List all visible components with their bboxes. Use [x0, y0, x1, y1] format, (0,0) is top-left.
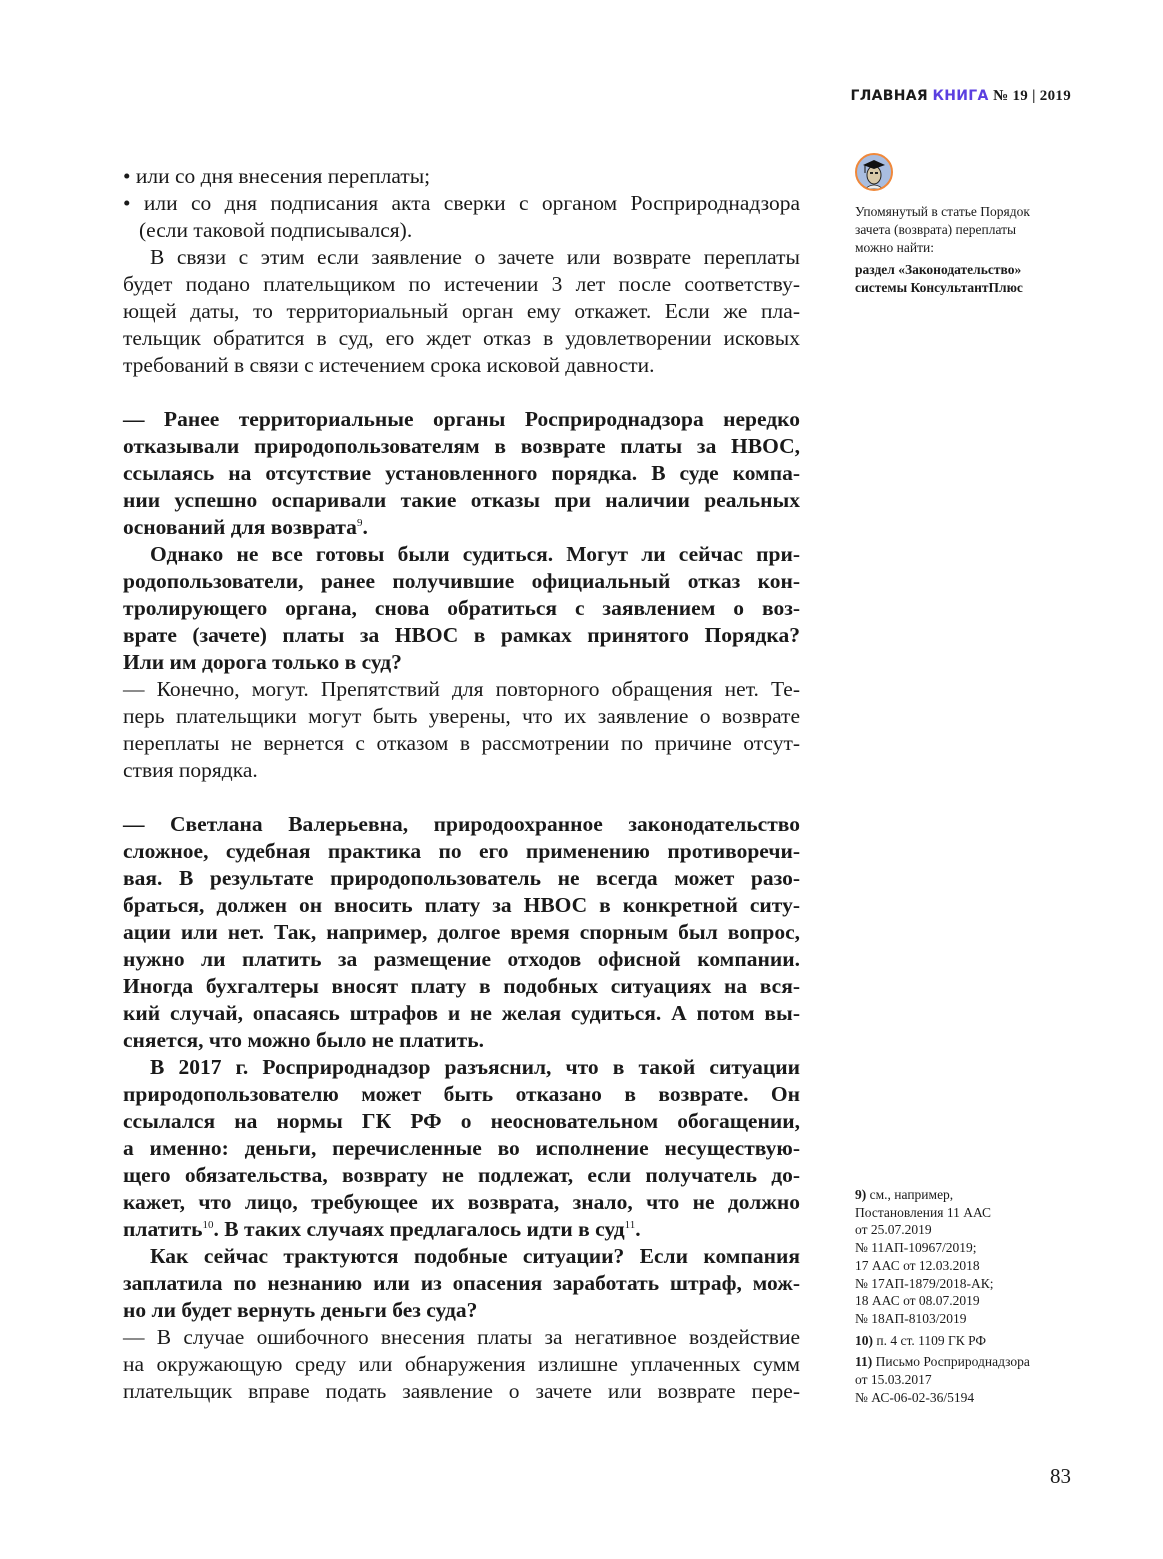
- text-line: [123, 730, 800, 757]
- footnote-line: № 17АП-1879/2018-АК;: [855, 1275, 994, 1291]
- text-run: Иногда бухгалтеры вносят плату в подобных ситуациях на вся-: [123, 974, 800, 998]
- text-line: [123, 1216, 800, 1243]
- footnote-ref: 9: [356, 517, 363, 529]
- footnote-line: 17 ААС от 12.03.2018: [855, 1257, 980, 1273]
- footnote-line: от 15.03.2017: [855, 1372, 932, 1388]
- text-line: [123, 190, 800, 217]
- paragraph: [123, 1324, 800, 1405]
- text-line: [123, 1000, 800, 1027]
- text-run: на окружающую среду или обнаружения излишне уплаченных сумм: [123, 1352, 800, 1376]
- text-line: [123, 244, 800, 271]
- text-line: [123, 325, 800, 352]
- text-line: [123, 298, 800, 325]
- text-run: плательщик вправе подать заявление о зачете или возврате пере-: [123, 1379, 800, 1403]
- text-line: [123, 1297, 800, 1324]
- text-line: [123, 892, 800, 919]
- text-run: кий случай, опасаясь штрафов и не желая судиться. А потом вы-: [123, 1001, 800, 1025]
- text-line: [123, 1324, 800, 1351]
- sidebar-source-line: системы КонсультантПлюс: [855, 280, 1023, 295]
- text-run: вая. В результате природопользователь не всегда может разо-: [123, 866, 800, 890]
- text-line: [123, 487, 800, 514]
- text-run: тролирующего органа, снова обратиться с заявлением о воз-: [123, 596, 800, 620]
- footnote-line: № АС-06-02-36/5194: [855, 1389, 975, 1405]
- text-line: [123, 946, 800, 973]
- footnote-line: 11) Письмо Росприроднадзора: [855, 1354, 1030, 1370]
- text-run: природопользователю может быть отказано в возврате. Он: [123, 1082, 800, 1106]
- text-run: Однако не все готовы были судиться. Могут ли сейчас при-: [150, 542, 800, 566]
- sidebar-text-line: зачета (возврата) переплаты: [855, 222, 1017, 237]
- text-run: Как сейчас трактуются подобные ситуации? Если компания: [150, 1244, 800, 1268]
- text-line: [123, 1162, 800, 1189]
- footnote: [855, 1353, 1075, 1406]
- footnote-line: 9) см., например,: [855, 1187, 954, 1202]
- text-line: [123, 811, 800, 838]
- text-run: переплаты не вернется с отказом в рассмотрении по причине отсут-: [123, 731, 800, 755]
- footnote-line: Постановления 11 ААС: [855, 1204, 992, 1220]
- text-line: [123, 1054, 800, 1081]
- text-line: [123, 1243, 800, 1270]
- text-run: отказывали природопользователям в возврате платы за НВОС,: [123, 434, 800, 458]
- text-line: [123, 352, 800, 379]
- text-run: • или со дня подписания акта сверки с органом Росприроднадзора: [123, 191, 800, 215]
- text-line: [123, 757, 800, 784]
- text-line: [123, 622, 800, 649]
- text-run: — Ранее территориальные органы Росприроднадзора нередко: [123, 407, 800, 431]
- text-run: — В случае ошибочного внесения платы за негативное воздействие: [123, 1325, 800, 1349]
- text-run: — Светлана Валерьевна, природоохранное законодательство: [123, 812, 800, 836]
- footnote-number: 10): [855, 1332, 877, 1348]
- text-line: [123, 163, 800, 190]
- text-run: а именно: деньги, перечисленные во исполнение несуществую-: [123, 1136, 800, 1160]
- text-run: ации или нет. Так, например, долгое время спорным был вопрос,: [123, 920, 800, 944]
- footnote-line: 18 ААС от 08.07.2019: [855, 1293, 980, 1309]
- text-run: ствия порядка.: [123, 758, 258, 782]
- text-run: оснований для возврата: [123, 515, 357, 539]
- text-run: • или со дня внесения переплаты;: [123, 164, 431, 188]
- sidebar-text-line: Упомянутый в статье Порядок: [855, 204, 1030, 219]
- text-run: ющей даты, то территориальный орган ему откажет. Если же пла-: [123, 299, 800, 323]
- footnote-number: 9): [855, 1187, 870, 1202]
- text-run: В связи с этим если заявление о зачете или возврате переплаты: [150, 245, 800, 269]
- text-run: (если таковой подписывался).: [139, 218, 413, 242]
- text-run: браться, должен он вносить плату за НВОС в конкретной ситу-: [123, 893, 800, 917]
- text-line: [123, 703, 800, 730]
- text-line: [123, 865, 800, 892]
- text-line: [123, 568, 800, 595]
- footnote: [855, 1332, 1075, 1350]
- interview-question: [123, 1054, 800, 1243]
- footnote-ref: 11: [624, 1219, 636, 1231]
- text-line: [123, 1189, 800, 1216]
- expert-avatar-icon: [855, 153, 893, 191]
- text-run: тельщик обратится в суд, его ждет отказ в удовлетворении исковых: [123, 326, 800, 350]
- text-run: заплатила по незнанию или из опасения заработать штраф, мож-: [123, 1271, 800, 1295]
- text-line: [123, 1081, 800, 1108]
- text-line: [123, 838, 800, 865]
- text-run: врате (зачете) платы за НВОС в рамках принятого Порядка?: [123, 623, 800, 647]
- text-line: [123, 271, 800, 298]
- text-run: платить: [123, 1217, 203, 1241]
- article-body: [123, 163, 800, 1405]
- text-run: родопользователи, ранее получившие официальный отказ кон-: [123, 569, 800, 593]
- paragraph: [123, 676, 800, 784]
- sidebar-note: [855, 153, 1075, 297]
- text-line: [123, 433, 800, 460]
- text-line: [123, 1270, 800, 1297]
- text-line: [123, 217, 800, 244]
- text-run: ссылаясь на отсутствие установленного порядка. В суде компа-: [123, 461, 800, 485]
- text-line: [123, 973, 800, 1000]
- text-line: [123, 460, 800, 487]
- text-run: В 2017 г. Росприроднадзор разъяснил, что в такой ситуации: [150, 1055, 800, 1079]
- text-line: [123, 1108, 800, 1135]
- sidebar-source-line: раздел «Законодательство»: [855, 262, 1022, 277]
- footnote-ref: 10: [202, 1219, 214, 1231]
- footnote-number: 11): [855, 1354, 876, 1370]
- footnote-line: от 25.07.2019: [855, 1222, 932, 1238]
- paragraph: [123, 163, 800, 244]
- text-line: [123, 1378, 800, 1405]
- text-line: [123, 595, 800, 622]
- interview-question: [123, 811, 800, 1054]
- text-run: кажет, что лицо, требующее их возврата, знало, что не должно: [123, 1190, 800, 1214]
- page-number: 83: [1050, 1464, 1071, 1488]
- text-run: .: [362, 515, 368, 539]
- paragraph: [123, 244, 800, 379]
- text-run: Или им дорога только в суд?: [123, 650, 402, 674]
- footnote-line: № 18АП-8103/2019: [855, 1310, 967, 1326]
- text-line: [123, 649, 800, 676]
- sidebar-text: [855, 203, 1075, 257]
- footnote: [855, 1186, 1075, 1328]
- footnote-line: № 11АП-10967/2019;: [855, 1240, 977, 1256]
- text-run: — Конечно, могут. Препятствий для повторного обращения нет. Те-: [123, 677, 800, 701]
- running-header: [850, 87, 1071, 105]
- text-line: [123, 406, 800, 433]
- text-line: [123, 1027, 800, 1054]
- text-line: [123, 919, 800, 946]
- sidebar-text-line: можно найти:: [855, 240, 934, 255]
- interview-question: [123, 1243, 800, 1324]
- text-run: будет подано плательщиком по истечении 3 лет после соответству-: [123, 272, 800, 296]
- footnote-line: 10) п. 4 ст. 1109 ГК РФ: [855, 1332, 987, 1348]
- text-line: [123, 1135, 800, 1162]
- sidebar-source: [855, 261, 1075, 297]
- issue-number: № 19 | 2019: [993, 88, 1071, 104]
- text-run: щего обязательства, возврату не подлежат, если получатель до-: [123, 1163, 800, 1187]
- text-run: нужно ли платить за размещение отходов офисной компании.: [123, 947, 800, 971]
- brand-logo-part2: КНИГА: [932, 88, 989, 104]
- text-run: требований в связи с истечением срока исковой давности.: [123, 353, 655, 377]
- text-run: .: [635, 1217, 641, 1241]
- text-run: сняется, что можно было не платить.: [123, 1028, 484, 1052]
- text-run: перь плательщики могут быть уверены, что их заявление о возврате: [123, 704, 800, 728]
- text-line: [123, 541, 800, 568]
- text-line: [123, 676, 800, 703]
- interview-question: [123, 541, 800, 676]
- text-run: нии успешно оспаривали такие отказы при наличии реальных: [123, 488, 800, 512]
- text-run: сложное, судебная практика по его применению противоречи-: [123, 839, 800, 863]
- brand-logo-part1: ГЛАВНАЯ: [850, 88, 928, 104]
- interview-question: [123, 406, 800, 541]
- text-line: [123, 514, 800, 541]
- text-run: но ли будет вернуть деньги без суда?: [123, 1298, 478, 1322]
- text-run: ссылался на нормы ГК РФ о неосновательном обогащении,: [123, 1109, 800, 1133]
- footnotes: [855, 1186, 1075, 1410]
- text-run: . В таких случаях предлагалось идти в суд: [213, 1217, 625, 1241]
- text-line: [123, 1351, 800, 1378]
